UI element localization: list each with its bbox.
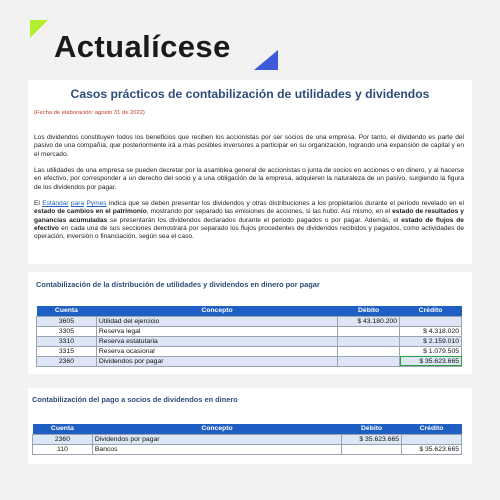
cell-debito: $ 43.180.200 [338, 316, 400, 326]
table-row [33, 434, 462, 444]
table1-title: Contabilización de la distribución de utilidades y dividendos en dinero por pagar [36, 280, 320, 289]
cell-debito [338, 336, 400, 346]
cell-debito [338, 346, 400, 356]
table2-title: Contabilización del pago a socios de dividendos en dinero [32, 395, 238, 404]
paragraph-utilidades: Las utilidades de una empresa se pueden decretar por la asamblea general de accionistas o junta de socios en acciones o en dinero, y al hacerse en efectivo, por corresponder a un derecho del socio y a una obligación de la empresa, adquieren la naturaleza de un pasivo, surgiendo la figura de los dividendos por pagar. [34, 167, 464, 191]
header-credito: Crédito [402, 424, 462, 434]
green-triangle-icon [30, 20, 48, 38]
cell-cuenta: 2360 [37, 356, 97, 366]
header-debito: Débito [342, 424, 402, 434]
table-row [37, 336, 462, 346]
cell-concepto: Reserva ocasional [96, 346, 337, 356]
cell-credito-selected[interactable]: $ 35.623.665 [400, 356, 462, 366]
header-debito: Débito [338, 306, 400, 316]
cell-credito [400, 316, 462, 326]
header-concepto: Concepto [96, 306, 337, 316]
header-credito: Crédito [400, 306, 462, 316]
cell-cuenta: 3315 [37, 346, 97, 356]
blue-triangle-icon [254, 50, 278, 70]
cell-cuenta: 2360 [33, 434, 93, 444]
cell-credito: $ 35.623.665 [402, 444, 462, 454]
cell-concepto: Dividendos por pagar [92, 434, 341, 444]
link-estandar[interactable]: Estándar [42, 200, 69, 207]
document-date: (Fecha de elaboración: agosto 31 de 2022) [34, 110, 145, 116]
bold-term: estado de resultados y ganancias acumuladas [34, 208, 464, 224]
paragraph-estandar-pymes [34, 200, 464, 241]
table-header-row [37, 306, 462, 316]
header-cuenta: Cuenta [37, 306, 97, 316]
cell-credito: $ 4.318.020 [400, 326, 462, 336]
cell-credito [402, 434, 462, 444]
brand-logo: Actualícese [54, 29, 231, 64]
table-row [37, 316, 462, 326]
cell-concepto: Bancos [92, 444, 341, 454]
table-header-row [33, 424, 462, 434]
link-pymes[interactable]: Pymes [86, 200, 107, 207]
header-cuenta: Cuenta [33, 424, 93, 434]
cell-debito [338, 356, 400, 366]
paragraph-text: se presentarán los dividendos declarados durante el periodo pagados o por pagar. Además, el [107, 216, 402, 224]
table2 [32, 424, 462, 455]
cell-concepto: Dividendos por pagar [96, 356, 337, 366]
bold-term: estado de flujos de efectivo [34, 216, 464, 232]
table-row [37, 356, 462, 366]
cell-cuenta: 3605 [37, 316, 97, 326]
table1 [36, 306, 462, 367]
paragraph-text: , mostrando por separado las emisiones de acciones, si las hubo. Así mismo, en el [146, 208, 393, 216]
header-concepto: Concepto [92, 424, 341, 434]
cell-concepto: Utilidad del ejercicio [96, 316, 337, 326]
cell-cuenta: 3305 [37, 326, 97, 336]
paragraph-text: El [34, 200, 43, 207]
table-row [37, 346, 462, 356]
link-para[interactable]: para [70, 200, 85, 207]
table-row [33, 444, 462, 454]
cell-credito: $ 2.159.010 [400, 336, 462, 346]
paragraph-dividendos: Los dividendos constituyen todos los beneficios que reciben los accionistas por ser socios de una empresa. Por tanto, el dividendo es parte del pasivo de una compañía, que posteriormente irá a más posibles inversores a participar en su organización, logrando una expansión de capital y en el mercado. [34, 134, 464, 158]
cell-concepto: Reserva estatutaria [96, 336, 337, 346]
cell-credito: $ 1.079.505 [400, 346, 462, 356]
paragraph-text: indica que se deben presentar los dividendos y otras distribuciones a los propietarios durante el periodo revelado en el [106, 200, 464, 207]
cell-concepto: Reserva legal [96, 326, 337, 336]
cell-debito: $ 35.623.665 [342, 434, 402, 444]
cell-cuenta: 110 [33, 444, 93, 454]
cell-cuenta: 3310 [37, 336, 97, 346]
document-title: Casos prácticos de contabilización de utilidades y dividendos [70, 87, 430, 101]
paragraph-text: en cada una de sus secciones demostrará por separado los flujos procedentes de dividendos recibidos y pagados, como actividades de operación, inversión o financiación, según sea el caso. [34, 224, 464, 241]
cell-debito [338, 326, 400, 336]
bold-term: estado de cambios en el patrimonio [34, 208, 147, 216]
cell-debito [342, 444, 402, 454]
table-row [37, 326, 462, 336]
